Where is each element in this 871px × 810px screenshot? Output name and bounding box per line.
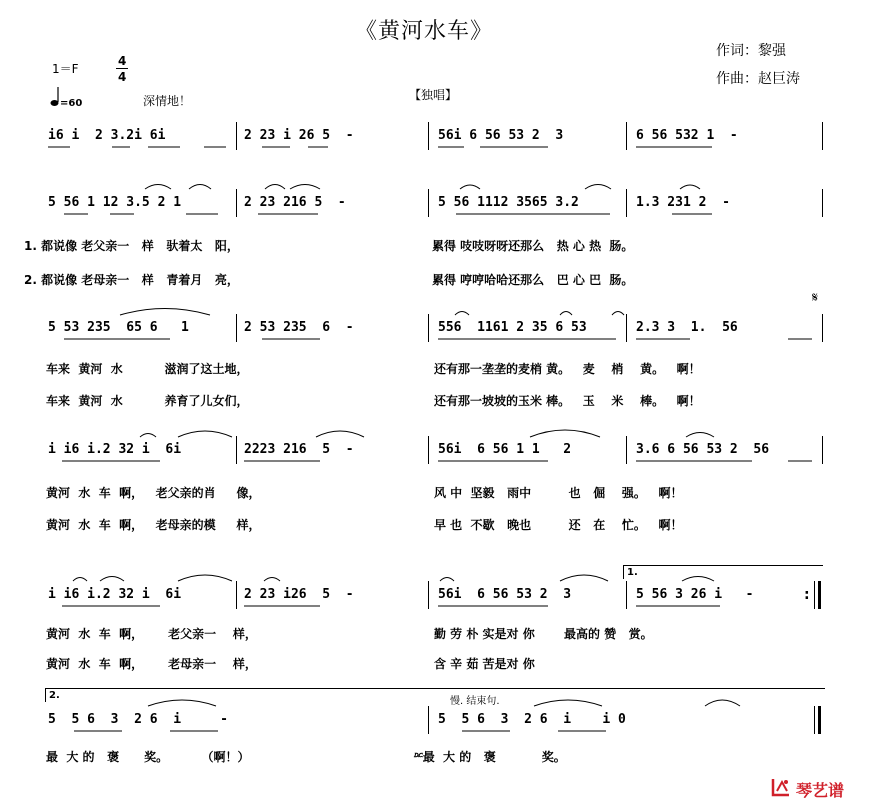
measure-13-notes: i i6 i.2 32 i 6i <box>48 442 182 457</box>
slur <box>189 185 211 190</box>
measure-17-notes: i i6 i.2 32 i 6i <box>48 587 182 602</box>
slur <box>316 431 364 437</box>
measure-11-notes: 556 1161 2 35 6 53 <box>438 320 587 335</box>
slur <box>73 578 87 582</box>
lyric-verse-2: 含 辛 茹 苦是对 你 <box>434 657 535 671</box>
time-signature-top: 4 <box>118 54 127 68</box>
slur <box>560 312 572 316</box>
measure-21-notes: 5 5 6 3 2 6 i - <box>48 712 229 727</box>
slur <box>705 700 740 706</box>
slur <box>140 434 156 438</box>
slur <box>148 700 216 706</box>
measure-3-notes: 56i 6 56 53 2 3 <box>438 128 564 143</box>
lyric-verse-1: 勤 劳 朴 实是对 你 最高的 赞 赏。 <box>434 627 653 641</box>
lyric-verse-2: 累得 哼哼哈哈还那么 巴 心 巴 肠。 <box>432 273 634 287</box>
slur <box>178 431 232 437</box>
key-signature: 1＝F <box>52 62 79 76</box>
measure-16-notes: 3.6 6 56 53 2 56 <box>636 442 770 457</box>
song-title: 《黄河水车》 <box>355 19 494 44</box>
lyric-verse-1: 1. 都说像 老父亲一 样 驮着太 阳， <box>24 239 239 253</box>
measure-6-notes: 2 23 216 5 - <box>244 195 346 210</box>
slur <box>460 185 480 189</box>
lyricist-credit: 作词：黎强 <box>716 43 786 59</box>
measure-15-notes: 56i 6 56 1 1 2 <box>438 442 572 457</box>
repeat-dots: : <box>804 587 810 603</box>
measure-4-notes: 6 56 532 1 - <box>636 128 738 143</box>
lyric-verse-2: 车来 黄河 水 养育了儿女们， <box>46 394 249 408</box>
slur <box>534 700 602 706</box>
measure-20-notes: 5 56 3 26 i - <box>636 587 754 602</box>
measure-10-notes: 2 53 235 6 - <box>244 320 354 335</box>
measure-18-notes: 2 23 i26 5 - <box>244 587 354 602</box>
volta-label-2: 2. <box>49 690 60 701</box>
lyric-verse-2: 早 也 不歇 晚也 还 在 忙。 啊！ <box>434 518 683 532</box>
slur <box>682 577 714 582</box>
volta-label-1: 1. <box>627 567 638 578</box>
slur <box>680 185 700 189</box>
qinyipu-logo-icon <box>770 776 792 798</box>
slur <box>560 575 608 581</box>
lyric-verse-2: 还有那一坡坡的玉米 棒。 玉 米 棒。 啊！ <box>434 394 701 408</box>
measure-8-notes: 1.3 231 2 - <box>636 195 730 210</box>
slur <box>100 577 124 582</box>
slur <box>264 578 280 582</box>
slur <box>145 185 171 190</box>
measure-7-notes: 5 56 1112 3565 3.2 <box>438 195 579 210</box>
slur <box>290 185 320 190</box>
measure-1-notes: i6 i 2 3.2i 6i <box>48 128 166 143</box>
slur <box>585 185 611 190</box>
lyric-verse-2: 黄河 水 车 啊， 老母亲一 样， <box>46 657 257 671</box>
lyric-verse-1: 风 中 坚毅 雨中 也 倔 强。 啊！ <box>434 486 683 500</box>
slur <box>120 309 210 316</box>
measure-22-notes: 5 5 6 3 2 6 i i 0 <box>438 712 626 727</box>
slur <box>530 430 600 437</box>
lyric-verse-1: 黄河 水 车 啊， 老父亲的肖 像， <box>46 486 261 500</box>
composer-credit: 作曲：赵巨涛 <box>716 71 800 87</box>
slur <box>612 312 624 316</box>
lyric-verse-1: 车来 黄河 水 滋润了这土地， <box>46 362 249 376</box>
lyric-verse-2: 2. 都说像 老母亲一 样 青着月 亮， <box>24 273 239 287</box>
lyric-ending: 最 大 的 褒 奖。 （啊！） <box>46 750 250 764</box>
slur <box>686 433 714 438</box>
performance-part: 【独唱】 <box>409 88 458 102</box>
lyric-ending: 𝄊最 大 的 褒 奖。 <box>414 750 566 764</box>
lyric-verse-1: 黄河 水 车 啊， 老父亲一 样， <box>46 627 257 641</box>
coda-instruction: 慢. 结束句. <box>450 696 500 707</box>
measure-12-notes: 2.3 3 1. 56 <box>636 320 738 335</box>
time-signature-bottom: 4 <box>118 70 127 84</box>
measure-2-notes: 2 23 i 26 5 - <box>244 128 354 143</box>
slur <box>178 575 232 581</box>
lyric-verse-2: 黄河 水 车 啊， 老母亲的模 样， <box>46 518 261 532</box>
lyric-verse-1: 累得 吱吱呀呀还那么 热 心 热 肠。 <box>432 239 634 253</box>
measure-5-notes: 5 56 1 12 3.5 2 1 <box>48 195 182 210</box>
measure-9-notes: 5 53 235 65 6 1 <box>48 320 189 335</box>
expression-marking: 深情地！ <box>143 94 192 108</box>
measure-19-notes: 56i 6 56 53 2 3 <box>438 587 572 602</box>
tempo-marking: =60 <box>60 98 83 109</box>
slur <box>440 578 454 582</box>
measure-14-notes: 2223 216 5 - <box>244 442 354 457</box>
slur <box>455 312 469 316</box>
slur <box>265 185 285 190</box>
lyric-verse-1: 还有那一垄垄的麦梢 黄。 麦 梢 黄。 啊！ <box>434 362 701 376</box>
segno-sign: 𝄋 <box>812 290 819 306</box>
qinyipu-logo-text: 琴艺谱 <box>796 781 845 800</box>
